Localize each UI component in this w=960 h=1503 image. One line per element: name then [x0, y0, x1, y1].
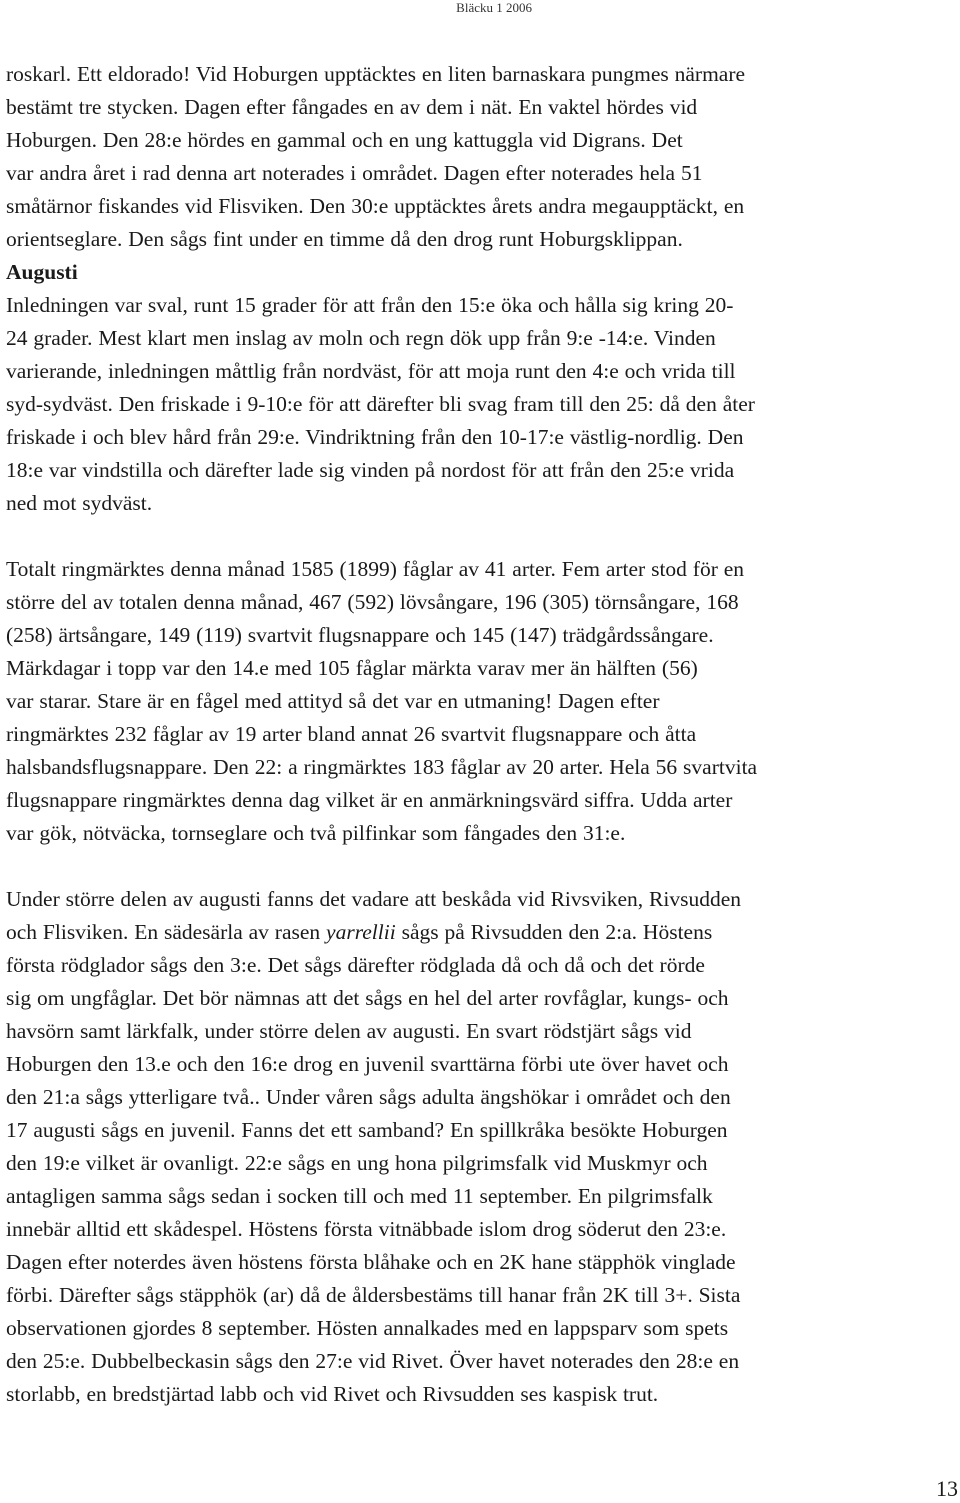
text-line: Inledningen var sval, runt 15 grader för att från den 15:e öka och hålla sig kring 20- [6, 293, 734, 317]
weather-paragraph [6, 289, 956, 520]
text-segment: sågs på Rivsudden den 2:a. Höstens [395, 920, 713, 944]
text-line: antagligen samma sågs sedan i socken till och med 11 september. En pilgrimsfalk [6, 1184, 713, 1208]
text-line: storlabb, en bredstjärtad labb och vid Rivet och Rivsudden ses kaspisk trut. [6, 1382, 659, 1406]
text-line: Under större delen av augusti fanns det vadare att beskåda vid Rivsviken, Rivsudden [6, 887, 742, 911]
text-line: (258) ärtsångare, 149 (119) svartvit flugsnappare och 145 (147) trädgårdssångare. [6, 623, 714, 647]
article-body [6, 58, 956, 1411]
text-line: friskade i och blev hård från 29:e. Vindriktning från den 10-17:e västlig-nordlig. Den [6, 425, 744, 449]
text-segment: och Flisviken. En sädesärla av rasen [6, 920, 327, 944]
text-line: förbi. Därefter sågs stäpphök (ar) då de åldersbestäms till hanar från 2K till 3+. Sista [6, 1283, 741, 1307]
running-header: Bläcku 1 2006 [456, 0, 532, 15]
text-line: Totalt ringmärktes denna månad 1585 (1899) fåglar av 41 arter. Fem arter stod för en [6, 557, 745, 581]
text-line: bestämt tre stycken. Dagen efter fångades en av dem i nät. En vaktel hördes vid [6, 95, 698, 119]
text-line: ned mot sydväst. [6, 491, 153, 515]
text-line: första rödglador sågs den 3:e. Det sågs därefter rödglada då och då och det rörde [6, 953, 705, 977]
text-line: orientseglare. Den sågs fint under en timme då den drog runt Hoburgsklippan. [6, 227, 683, 251]
text-line: roskarl. Ett eldorado! Vid Hoburgen upptäcktes en liten barnaskara pungmes närmare [6, 62, 746, 86]
text-line [6, 916, 956, 949]
continuation-paragraph [6, 58, 956, 256]
text-line: Hoburgen den 13.e och den 16:e drog en juvenil svarttärna förbi ute över havet och [6, 1052, 729, 1076]
text-line: den 21:a sågs ytterligare två.. Under våren sågs adulta ängshökar i området och den [6, 1085, 731, 1109]
ringing-paragraph [6, 553, 956, 850]
text-line: 24 grader. Mest klart men inslag av moln och regn dök upp från 9:e -14:e. Vinden [6, 326, 716, 350]
section-heading-augusti: Augusti [6, 260, 78, 284]
page-number: 13 [936, 1476, 958, 1501]
text-line: den 25:e. Dubbelbeckasin sågs den 27:e vid Rivet. Över havet noterades den 28:e en [6, 1349, 740, 1373]
subspecies-name: yarrellii [326, 920, 396, 944]
text-line: den 19:e vilket är ovanligt. 22:e sågs en ung hona pilgrimsfalk vid Muskmyr och [6, 1151, 708, 1175]
text-line: större del av totalen denna månad, 467 (592) lövsångare, 196 (305) törnsångare, 168 [6, 590, 739, 614]
text-line: 17 augusti sågs en juvenil. Fanns det ett samband? En spillkråka besökte Hoburgen [6, 1118, 728, 1142]
text-line: observationen gjordes 8 september. Hösten annalkades med en lappsparv som spets [6, 1316, 729, 1340]
text-line: varierande, inledningen måttlig från nordväst, för att moja runt den 4:e och vrida till [6, 359, 736, 383]
text-line: var starar. Stare är en fågel med attityd så det var en utmaning! Dagen efter [6, 689, 660, 713]
text-line: Hoburgen. Den 28:e hördes en gammal och en ung kattuggla vid Digrans. Det [6, 128, 683, 152]
text-line: flugsnappare ringmärktes denna dag vilket är en anmärkningsvärd siffra. Udda arter [6, 788, 733, 812]
observations-paragraph [6, 883, 956, 1411]
text-line: 18:e var vindstilla och därefter lade sig vinden på nordost för att från den 25:e vrida [6, 458, 735, 482]
text-line: sig om ungfåglar. Det bör nämnas att det sågs en hel del arter rovfåglar, kungs- och [6, 986, 729, 1010]
text-line: småtärnor fiskandes vid Flisviken. Den 30:e upptäcktes årets andra megaupptäckt, en [6, 194, 745, 218]
text-line: innebär alltid ett skådespel. Höstens första vitnäbbade islom drog söderut den 23:e. [6, 1217, 727, 1241]
text-line: Märkdagar i topp var den 14.e med 105 fåglar märkta varav mer än hälften (56) [6, 656, 698, 680]
text-line: var gök, nötväcka, tornseglare och två pilfinkar som fångades den 31:e. [6, 821, 626, 845]
text-line: Dagen efter noterdes även höstens första blåhake och en 2K hane stäpphök vinglade [6, 1250, 736, 1274]
text-line: syd-sydväst. Den friskade i 9-10:e för att därefter bli svag fram till den 25: då den åter [6, 392, 755, 416]
text-line: havsörn samt lärkfalk, under större delen av augusti. En svart rödstjärt sågs vid [6, 1019, 692, 1043]
text-line: ringmärktes 232 fåglar av 19 arter bland annat 26 svartvit flugsnappare och åtta [6, 722, 697, 746]
text-line: halsbandsflugsnappare. Den 22: a ringmärktes 183 fåglar av 20 arter. Hela 56 svartvita [6, 755, 758, 779]
text-line: var andra året i rad denna art noterades i området. Dagen efter noterades hela 51 [6, 161, 703, 185]
